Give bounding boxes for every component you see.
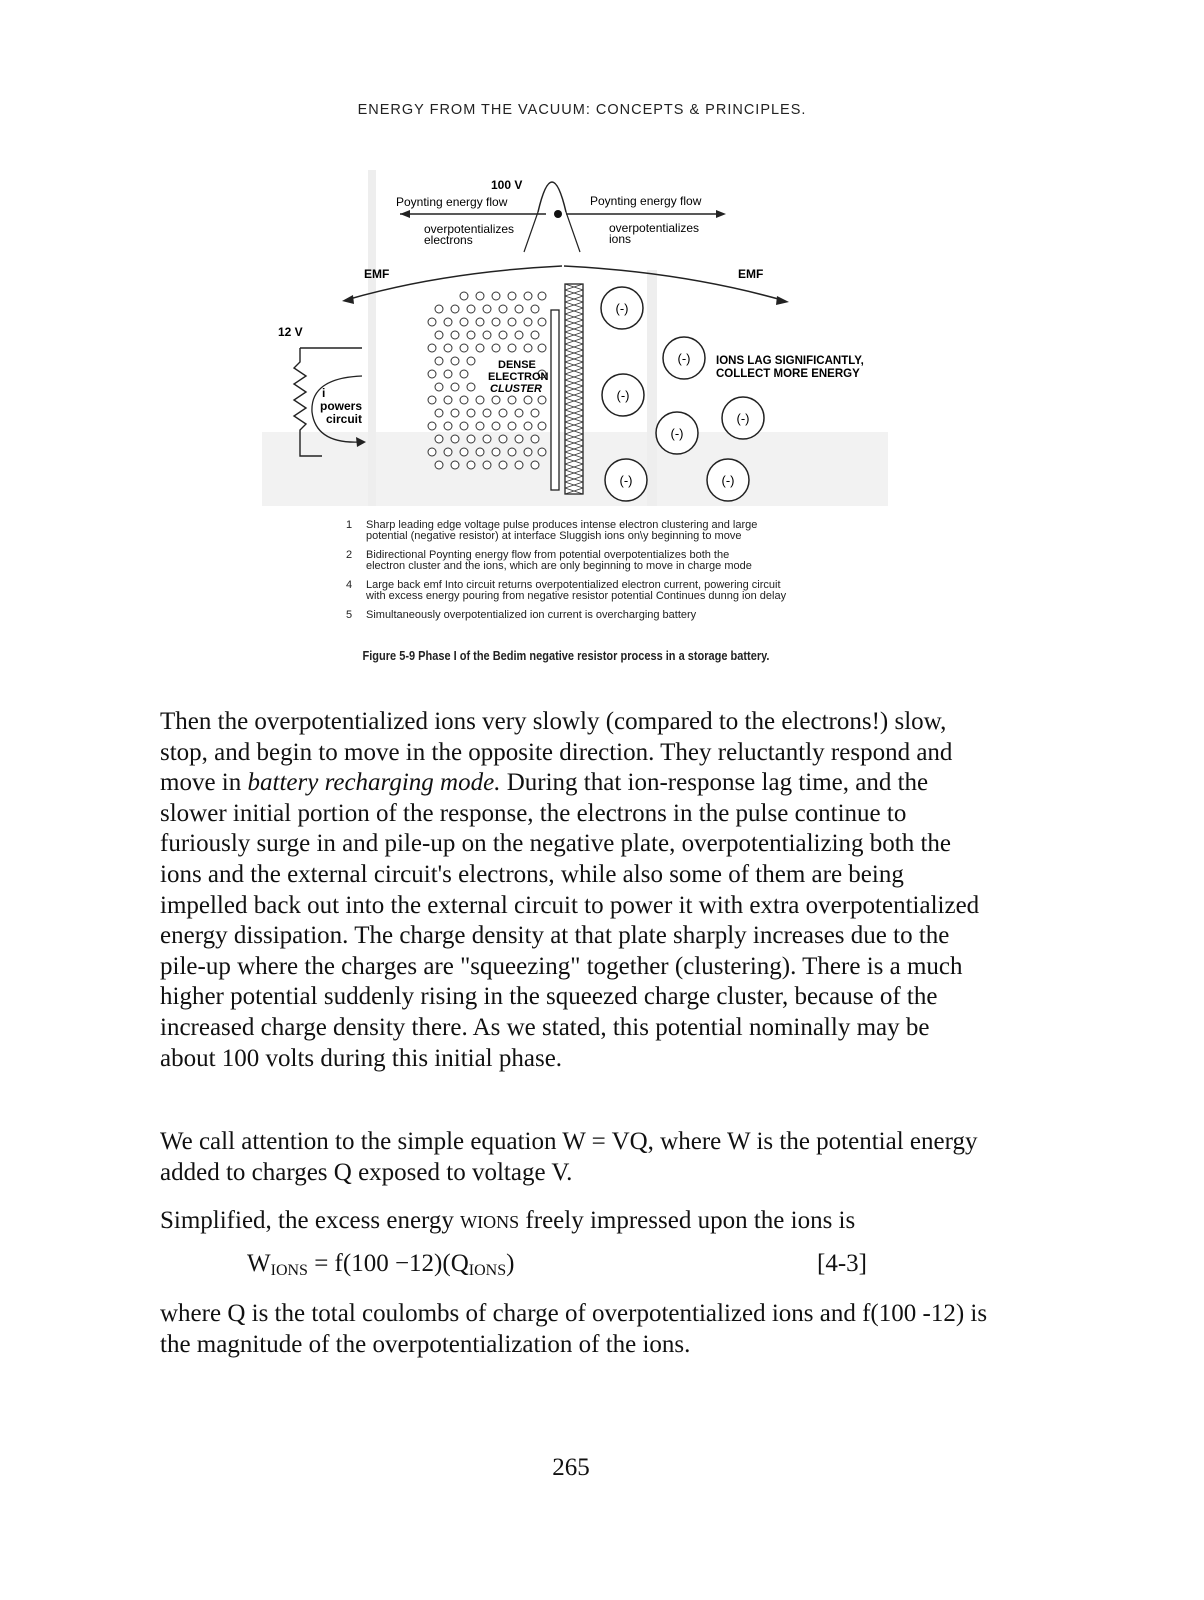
electron xyxy=(492,448,500,456)
electron xyxy=(515,331,523,339)
electron xyxy=(467,357,475,365)
electron xyxy=(508,422,516,430)
electron xyxy=(524,396,532,404)
electron xyxy=(524,318,532,326)
electron xyxy=(483,409,491,417)
electron xyxy=(444,422,452,430)
svg-text:(-): (-) xyxy=(616,388,630,403)
body-paragraph: We call attention to the simple equation W = VQ, where W is the potential energy added to charges Q exposed to voltage V. xyxy=(160,1128,978,1186)
electron xyxy=(499,331,507,339)
electron xyxy=(451,461,459,469)
ion xyxy=(722,397,764,439)
ion xyxy=(656,412,698,454)
powers-label-1: powers xyxy=(320,399,363,413)
electron xyxy=(451,409,459,417)
electron xyxy=(435,305,443,313)
electron xyxy=(538,292,546,300)
electron xyxy=(460,344,468,352)
electron xyxy=(451,357,459,365)
svg-text:(-): (-) xyxy=(677,351,691,366)
equation-4-3 xyxy=(247,1250,867,1290)
electron xyxy=(451,331,459,339)
note-text: Bidirectional Poynting energy flow from potential overpotentializes both the xyxy=(366,549,730,561)
electron xyxy=(524,448,532,456)
voltage-pulse-curve xyxy=(538,182,566,212)
electron xyxy=(467,461,475,469)
poynting-left-label: Poynting energy flow xyxy=(396,195,508,209)
electron xyxy=(451,383,459,391)
poynting-left-arrowhead xyxy=(400,210,410,218)
electron xyxy=(444,370,452,378)
electron xyxy=(538,448,546,456)
emf-left-arrowhead xyxy=(342,295,354,304)
electron xyxy=(538,422,546,430)
electron xyxy=(492,344,500,352)
equation-part: = f(100 −12)(Q xyxy=(307,1250,469,1277)
electron xyxy=(531,461,539,469)
equation-number: [4-3] xyxy=(817,1250,867,1277)
electron xyxy=(524,292,532,300)
note-number: 2 xyxy=(346,549,353,561)
ion xyxy=(601,287,643,329)
electron xyxy=(483,331,491,339)
electron xyxy=(428,422,436,430)
electron xyxy=(508,344,516,352)
electron xyxy=(515,435,523,443)
electron xyxy=(515,409,523,417)
ion xyxy=(663,337,705,379)
body-paragraph xyxy=(160,1206,990,1238)
electron xyxy=(444,344,452,352)
electron xyxy=(435,435,443,443)
body-paragraph: where Q is the total coulombs of charge of overpotentialized ions and f(100 -12) is the magnitude of the overpotentialization of the ions. xyxy=(160,1300,988,1358)
current-symbol: i xyxy=(322,386,326,400)
overpot-electrons-label-2: electrons xyxy=(424,233,473,247)
electron xyxy=(538,318,546,326)
electron xyxy=(492,422,500,430)
electron xyxy=(538,396,546,404)
electron xyxy=(524,344,532,352)
electron xyxy=(508,318,516,326)
figure-note xyxy=(346,610,906,621)
electron xyxy=(538,344,546,352)
electron xyxy=(483,305,491,313)
electron xyxy=(483,461,491,469)
electron xyxy=(467,331,475,339)
voltage-pulse-right-tail xyxy=(566,212,580,252)
equation-subscript: IONS xyxy=(270,1262,308,1279)
negative-plate-front xyxy=(551,310,559,490)
electron xyxy=(467,305,475,313)
cluster-label-1: DENSE xyxy=(498,359,536,371)
ions-lag-label-1: IONS LAG SIGNIFICANTLY, xyxy=(716,355,864,367)
figure-caption: Figure 5-9 Phase I of the Bedim negative resistor process in a storage battery. xyxy=(362,649,770,663)
note-text: Large back emf Into circuit returns overpotentialized electron current, powering circuit xyxy=(366,579,781,591)
electron xyxy=(435,383,443,391)
ion xyxy=(605,459,647,501)
electron xyxy=(435,357,443,365)
electron xyxy=(483,435,491,443)
electron xyxy=(428,448,436,456)
equation-expression xyxy=(247,1250,514,1280)
body-paragraph xyxy=(160,707,990,1074)
voltage-peak-label: 100 V xyxy=(491,178,523,192)
emf-right-label: EMF xyxy=(738,267,764,281)
electron xyxy=(451,305,459,313)
note-text: Simultaneously overpotentialized ion current is overcharging battery xyxy=(366,609,697,621)
electron xyxy=(499,409,507,417)
electron xyxy=(444,448,452,456)
electron xyxy=(531,305,539,313)
poynting-right-label: Poynting energy flow xyxy=(590,194,702,208)
paragraph-text: Then the overpotentialized ions very slowly (compared to the electrons!) slow, stop, and begin to move in the opposite direction. They reluctantly respond and move in xyxy=(160,708,953,797)
electron xyxy=(451,435,459,443)
paragraph-text: freely impressed upon the ions is xyxy=(519,1207,856,1234)
electron xyxy=(508,448,516,456)
running-head: ENERGY FROM THE VACUUM: CONCEPTS & PRINCIPLES. xyxy=(357,102,807,118)
electron xyxy=(467,435,475,443)
svg-text:(-): (-) xyxy=(736,411,750,426)
figure-note xyxy=(346,580,906,602)
figure-note xyxy=(346,550,906,572)
electron xyxy=(460,448,468,456)
electron xyxy=(531,409,539,417)
electron xyxy=(476,422,484,430)
electron xyxy=(508,292,516,300)
note-text: with excess energy pouring from negative resistor potential Continues dunng ion delay xyxy=(366,590,787,602)
diagram-shading-bar xyxy=(368,170,376,506)
electron xyxy=(435,331,443,339)
electron xyxy=(435,461,443,469)
ions-lag-label-2: COLLECT MORE ENERGY xyxy=(716,368,860,380)
peak-dot xyxy=(554,210,562,218)
smallcaps-text: WIONS xyxy=(460,1212,520,1232)
overpot-ions-label-1: overpotentializes xyxy=(609,221,700,235)
emphasis-text: battery recharging mode. xyxy=(247,769,501,797)
figure-notes xyxy=(346,520,906,629)
equation-subscript: IONS xyxy=(468,1262,507,1279)
diagram-shading-bar xyxy=(647,270,657,506)
paragraph-text: Simplified, the excess energy xyxy=(160,1207,461,1234)
electron xyxy=(531,331,539,339)
electron xyxy=(428,344,436,352)
electron xyxy=(444,318,452,326)
electron xyxy=(444,396,452,404)
electron xyxy=(476,344,484,352)
electron xyxy=(428,370,436,378)
ion xyxy=(602,374,644,416)
electron xyxy=(492,396,500,404)
electron xyxy=(531,435,539,443)
equation-part: W xyxy=(247,1250,271,1277)
paragraph-text: During that ion-response lag time, and the slower initial portion of the response, the electrons in the pulse continue to furiously surge in and pile-up on the negative plate, overpotentializing both the ions and the external circuit's electrons, while also some of them are being impelled back out into the external circuit to power it with extra overpotentialized energy dissipation. The charge density at that plate sharply increases due to the pile-up where the charges are "squeezing" together (clustering). There is a much higher potential suddenly rising in the squeezed charge cluster, because of the increased charge density there. As we stated, this potential nominally may be about 100 volts during this initial phase. xyxy=(160,769,980,1072)
electron xyxy=(515,461,523,469)
note-number: 4 xyxy=(346,579,353,591)
page-number: 265 xyxy=(552,1454,590,1481)
electron xyxy=(515,305,523,313)
note-number: 5 xyxy=(346,609,353,621)
svg-text:(-): (-) xyxy=(670,426,684,441)
electron xyxy=(476,292,484,300)
electron xyxy=(476,448,484,456)
electron xyxy=(460,292,468,300)
electron xyxy=(508,396,516,404)
cluster-label-2: ELECTRON xyxy=(488,371,549,383)
svg-text:(-): (-) xyxy=(619,473,633,488)
electron xyxy=(467,383,475,391)
note-text: potential (negative resistor) at interface Sluggish ions on\y beginning to move xyxy=(366,530,742,542)
svg-text:(-): (-) xyxy=(721,473,735,488)
cluster-label-3: CLUSTER xyxy=(490,383,542,395)
ion xyxy=(707,459,749,501)
battery-voltage-label: 12 V xyxy=(278,325,303,339)
electron xyxy=(499,461,507,469)
poynting-right-arrowhead xyxy=(716,210,726,218)
electron xyxy=(492,318,500,326)
electron xyxy=(428,318,436,326)
figure-note xyxy=(346,520,906,542)
electron xyxy=(460,422,468,430)
electron xyxy=(524,422,532,430)
emf-left-label: EMF xyxy=(364,267,390,281)
electron xyxy=(460,318,468,326)
note-text: electron cluster and the ions, which are only beginning to move in charge mode xyxy=(366,560,752,572)
battery-diagram-figure xyxy=(262,160,888,510)
electron xyxy=(460,370,468,378)
overpot-electrons-label-1: overpotentializes xyxy=(424,222,515,236)
electron xyxy=(460,396,468,404)
emf-right-arrowhead xyxy=(776,296,789,305)
svg-text:(-): (-) xyxy=(615,301,629,316)
electron xyxy=(428,396,436,404)
electron xyxy=(492,292,500,300)
electron xyxy=(476,318,484,326)
electron xyxy=(499,305,507,313)
electron xyxy=(435,409,443,417)
electron xyxy=(476,396,484,404)
voltage-pulse-left-tail xyxy=(524,212,538,252)
overpot-ions-label-2: ions xyxy=(609,232,632,246)
note-number: 1 xyxy=(346,519,353,531)
electron xyxy=(499,435,507,443)
electron xyxy=(467,409,475,417)
battery-diagram xyxy=(262,160,888,510)
powers-label-2: circuit xyxy=(326,412,363,426)
equation-part: ) xyxy=(506,1250,515,1277)
note-text: Sharp leading edge voltage pulse produces intense electron clustering and large xyxy=(366,519,758,531)
